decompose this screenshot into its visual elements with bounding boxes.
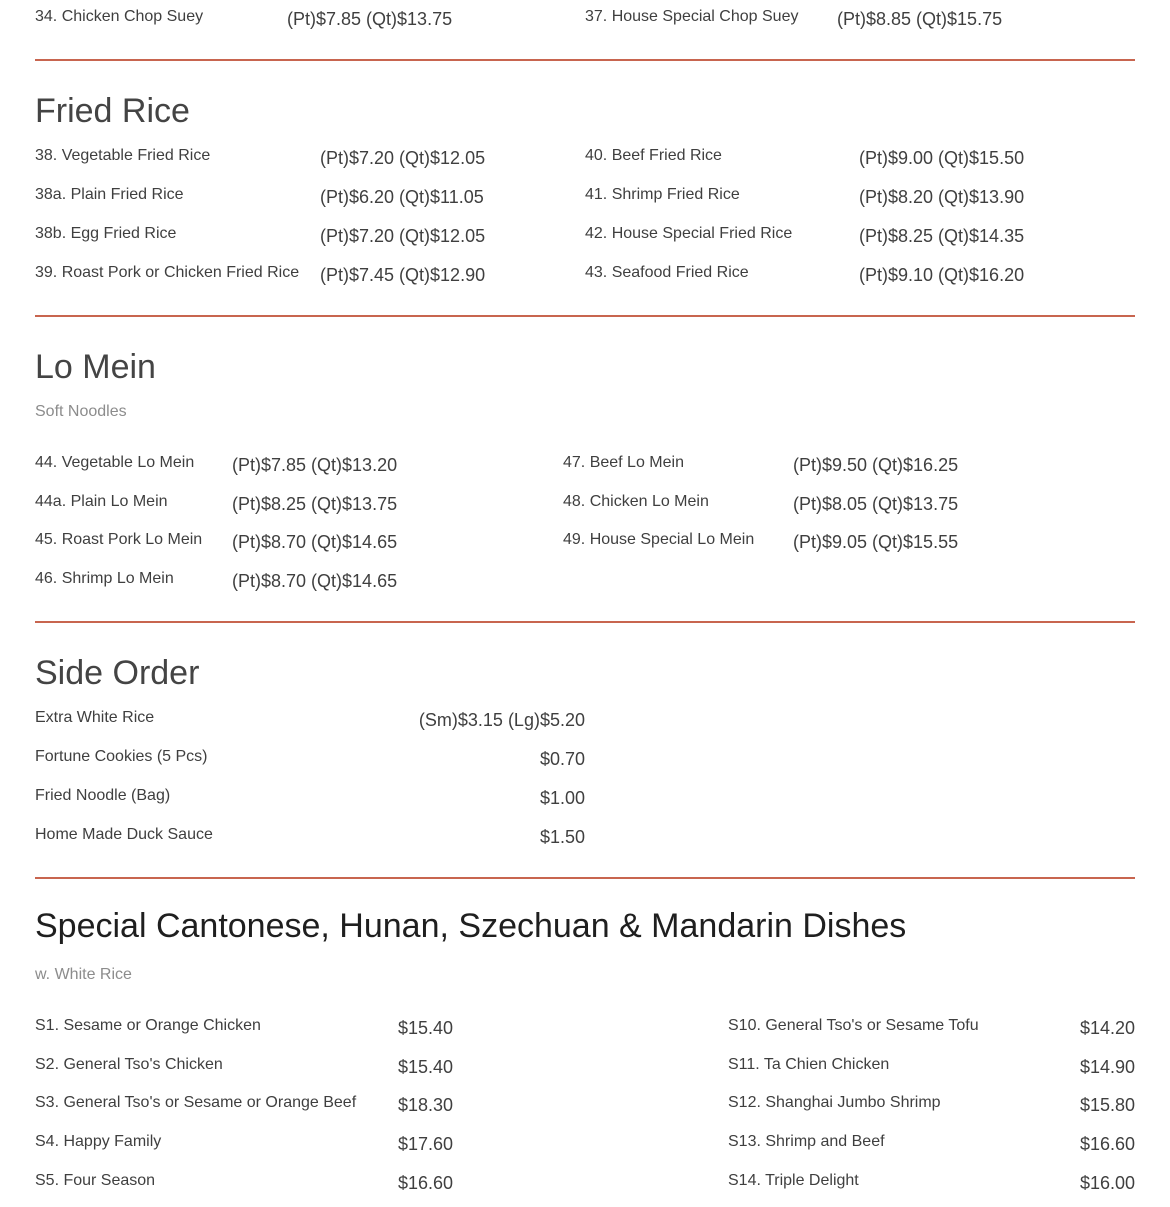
section-title-side-order: Side Order bbox=[35, 654, 200, 692]
section-divider bbox=[35, 621, 1135, 623]
menu-item-name: 48. Chicken Lo Mein bbox=[563, 493, 709, 510]
menu-item-price: (Pt)$9.10 (Qt)$16.20 bbox=[859, 265, 1025, 285]
menu-item-price: $15.40 bbox=[397, 1018, 453, 1038]
menu-item-name: 37. House Special Chop Suey bbox=[585, 8, 799, 25]
menu-item-price: $1.00 bbox=[539, 788, 585, 808]
menu-item-name: S2. General Tso's Chicken bbox=[35, 1056, 223, 1073]
menu-item-price: (Pt)$8.20 (Qt)$13.90 bbox=[859, 187, 1025, 207]
menu-item-name: 44. Vegetable Lo Mein bbox=[35, 454, 195, 471]
menu-item-price: $17.60 bbox=[397, 1134, 453, 1154]
menu-item-name: Home Made Duck Sauce bbox=[35, 826, 213, 843]
menu-item-name: 39. Roast Pork or Chicken Fried Rice bbox=[35, 264, 300, 281]
menu-item-name: S11. Ta Chien Chicken bbox=[728, 1056, 890, 1073]
menu-item-price: $15.40 bbox=[397, 1057, 453, 1077]
section-divider bbox=[35, 877, 1135, 879]
menu-item-name: 44a. Plain Lo Mein bbox=[35, 493, 168, 510]
menu-item-price: (Pt)$7.20 (Qt)$12.05 bbox=[320, 226, 486, 246]
menu-item-name: S1. Sesame or Orange Chicken bbox=[35, 1017, 261, 1034]
menu-item-name: 38. Vegetable Fried Rice bbox=[35, 147, 211, 164]
menu-item-price: $18.30 bbox=[397, 1095, 453, 1115]
menu-item-price: $14.90 bbox=[1079, 1057, 1135, 1077]
menu-item-price: (Pt)$7.85 (Qt)$13.75 bbox=[287, 9, 453, 29]
menu-item-name: 34. Chicken Chop Suey bbox=[35, 8, 204, 25]
menu-item-price: $15.80 bbox=[1079, 1095, 1135, 1115]
menu-item-price: (Pt)$9.05 (Qt)$15.55 bbox=[793, 532, 959, 552]
menu-item-price: (Pt)$9.00 (Qt)$15.50 bbox=[859, 148, 1025, 168]
menu-item-price: $16.00 bbox=[1079, 1173, 1135, 1193]
menu-item-name: S10. General Tso's or Sesame Tofu bbox=[728, 1017, 979, 1034]
menu-item-price: $1.50 bbox=[539, 827, 585, 847]
menu-item-name: Extra White Rice bbox=[35, 709, 155, 726]
menu-item-price: (Pt)$9.50 (Qt)$16.25 bbox=[793, 455, 959, 475]
menu-item-name: 42. House Special Fried Rice bbox=[585, 225, 793, 242]
menu-item-price: (Pt)$8.70 (Qt)$14.65 bbox=[232, 532, 398, 552]
menu-item-price: (Pt)$8.05 (Qt)$13.75 bbox=[793, 494, 959, 514]
menu-item-name: S3. General Tso's or Sesame or Orange Beef bbox=[35, 1094, 357, 1111]
menu-item-name: S12. Shanghai Jumbo Shrimp bbox=[728, 1094, 941, 1111]
menu-item-name: Fried Noodle (Bag) bbox=[35, 787, 171, 804]
menu-item-price: (Pt)$7.20 (Qt)$12.05 bbox=[320, 148, 486, 168]
menu-item-name: Fortune Cookies (5 Pcs) bbox=[35, 748, 208, 765]
section-subtitle: w. White Rice bbox=[35, 966, 132, 983]
menu-item-price: $14.20 bbox=[1079, 1018, 1135, 1038]
section-title-fried-rice: Fried Rice bbox=[35, 92, 190, 130]
menu-item-name: 49. House Special Lo Mein bbox=[563, 531, 755, 548]
menu-item-price: $0.70 bbox=[539, 749, 585, 769]
menu-item-name: 46. Shrimp Lo Mein bbox=[35, 570, 174, 587]
menu-item-name: 41. Shrimp Fried Rice bbox=[585, 186, 740, 203]
menu-item-name: S14. Triple Delight bbox=[728, 1172, 859, 1189]
menu-item-price: (Pt)$7.85 (Qt)$13.20 bbox=[232, 455, 398, 475]
menu-item-name: 45. Roast Pork Lo Mein bbox=[35, 531, 203, 548]
menu-item-name: S4. Happy Family bbox=[35, 1133, 162, 1150]
menu-item-price: (Pt)$8.25 (Qt)$13.75 bbox=[232, 494, 398, 514]
section-title-specials: Special Cantonese, Hunan, Szechuan & Mandarin Dishes bbox=[35, 907, 907, 945]
menu-item-name: 47. Beef Lo Mein bbox=[563, 454, 684, 471]
menu-item-name: S5. Four Season bbox=[35, 1172, 156, 1189]
menu-item-name: 43. Seafood Fried Rice bbox=[585, 264, 749, 281]
menu-item-price: (Sm)$3.15 (Lg)$5.20 bbox=[418, 710, 585, 730]
menu-item-price: (Pt)$8.85 (Qt)$15.75 bbox=[837, 9, 1003, 29]
menu-item-price: (Pt)$7.45 (Qt)$12.90 bbox=[320, 265, 486, 285]
menu-item-price: $16.60 bbox=[1079, 1134, 1135, 1154]
menu-item-price: (Pt)$8.70 (Qt)$14.65 bbox=[232, 571, 398, 591]
menu-item-name: 38a. Plain Fried Rice bbox=[35, 186, 184, 203]
section-divider bbox=[35, 59, 1135, 61]
menu-item-name: 40. Beef Fried Rice bbox=[585, 147, 722, 164]
section-divider bbox=[35, 315, 1135, 317]
section-title-lo-mein: Lo Mein bbox=[35, 348, 156, 386]
section-subtitle: Soft Noodles bbox=[35, 403, 127, 420]
menu-item-price: $16.60 bbox=[397, 1173, 453, 1193]
menu-item-name: S13. Shrimp and Beef bbox=[728, 1133, 885, 1150]
menu-item-price: (Pt)$8.25 (Qt)$14.35 bbox=[859, 226, 1025, 246]
menu-item-name: 38b. Egg Fried Rice bbox=[35, 225, 177, 242]
menu-item-price: (Pt)$6.20 (Qt)$11.05 bbox=[320, 187, 484, 207]
